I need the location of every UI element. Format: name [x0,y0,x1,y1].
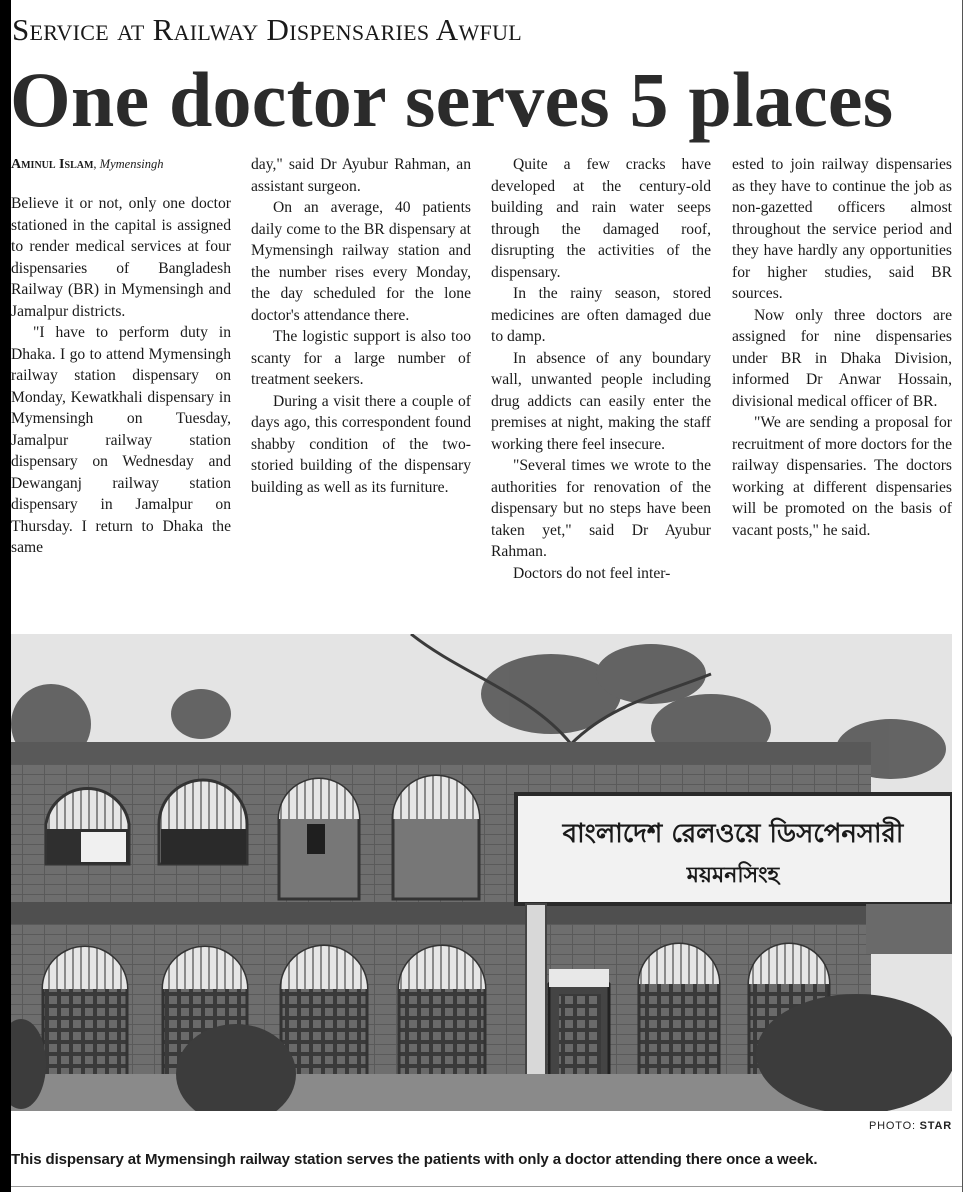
paragraph: Quite a few cracks have developed at the century-old building and rain water seeps through the damaged roof, disrupting the activities of the dispensary. [491,156,711,281]
article-column-4 [732,154,952,632]
dispensary-building-photo [11,634,952,1111]
paragraph: Doctors do not feel inter- [513,564,671,582]
news-photo [11,634,952,1111]
paragraph: In the rainy season, stored medicines are often damaged due to damp. [491,285,711,345]
photo-caption: This dispensary at Mymensingh railway station serves the patients with only a doctor attending there once a week. [11,1151,818,1168]
paragraph: Believe it or not, only one doctor stationed in the capital is assigned to render medical services at four dispensaries of Bangladesh Railway (BR) in Mymensingh and Jamalpur districts. [11,195,231,320]
paragraph: In absence of any boundary wall, unwanted people including drug addicts can easily enter the premises at night, making the staff working there feel insecure. [491,349,711,453]
paragraph: On an average, 40 patients daily come to the BR dispensary at Mymensingh railway station and the number rises every Monday, the day scheduled for the lone doctor's attendance there. [251,199,471,324]
roof-parapet [11,742,871,764]
paragraph: During a visit there a couple of days ago, this correspondent found shabby condition of the two-storied building of the dispensary building as well as its furniture. [251,392,471,496]
article-column-3 [491,154,711,632]
plinth [11,1074,871,1111]
right-column-rule [962,0,963,1192]
bottom-rule [11,1186,962,1187]
article-column-2 [251,154,471,632]
left-column-rule [0,0,11,1192]
paragraph: The logistic support is also too scanty for a large number of treatment seekers. [251,328,471,388]
byline: Aminul Islam, Mymensingh [11,157,164,172]
byline-place: Mymensingh [99,157,164,171]
paragraph: "Several times we wrote to the authorities for renovation of the dispensary but no steps have been taken yet," said Dr Ayubur Rahman. [491,457,711,560]
photo-credit: PHOTO: STAR [869,1120,952,1132]
paragraph: Now only three doctors are assigned for nine dispensaries under BR in Dhaka Division, informed Dr Anwar Hossain, divisional medical officer of BR. [732,306,952,410]
paragraph: day," said Dr Ayubur Rahman, an assistant surgeon. [251,156,471,195]
article-column-1 [11,154,231,632]
sign-line-2: ময়মনসিংহ [686,863,780,888]
main-headline: One doctor serves 5 places [10,56,894,143]
article-body [11,154,956,632]
paragraph: ested to join railway dispensaries as they have to continue the job as non-gazetted officers almost throughout the service period and they have hardly any opportunities for higher studies, said BR sources. [732,156,952,302]
byline-author: Aminul Islam [11,157,94,172]
kicker-headline: Service at Railway Dispensaries Awful [12,12,522,47]
paragraph: "We are sending a proposal for recruitment of more doctors for the railway dispensaries. The doctors working at different dispensaries will be promoted on the basis of vacant posts," he said. [732,414,952,539]
shed-roof [866,904,952,954]
sign-line-1: বাংলাদেশ রেলওয়ে ডিসপেনসারী [562,819,904,849]
paragraph: "I have to perform duty in Dhaka. I go to attend Mymensingh railway station dispensary on Monday, Kewatkhali dispensary in Mymensingh on Tuesday, Jamalpur railway station dispensary on Wednesday and Dewanganj railway station dispensary in Jamalpur on Thursday. I return to Dhaka the same [11,324,231,556]
photo-credit-source: STAR [919,1120,952,1132]
